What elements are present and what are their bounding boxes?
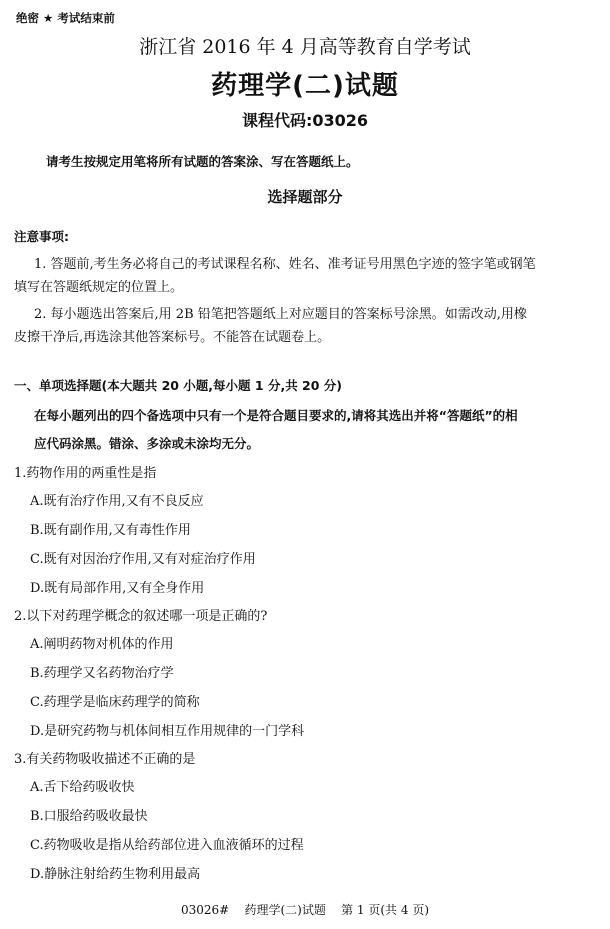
question-3-option-a: A.舌下给药吸收快: [30, 780, 135, 795]
question-2-stem: 2.以下对药理学概念的叙述哪一项是正确的?: [14, 609, 268, 624]
question-3-option-b: B.口服给药吸收最快: [30, 809, 148, 824]
question-3-option-c: C.药物吸收是指从给药部位进入血液循环的过程: [30, 838, 304, 853]
question-1-option-a: A.既有治疗作用,又有不良反应: [30, 494, 204, 509]
question-1-option-c: C.既有对因治疗作用,又有对症治疗作用: [30, 552, 256, 567]
question-2-option-a: A.阐明药物对机体的作用: [30, 637, 174, 652]
part1-heading: 一、单项选择题(本大题共 20 小题,每小题 1 分,共 20 分): [14, 378, 343, 393]
note-item-1-line-2: 填写在答题纸规定的位置上。: [14, 280, 184, 295]
subject-title: 药理学(二)试题: [211, 71, 399, 101]
question-3-stem: 3.有关药物吸收描述不正确的是: [14, 752, 196, 767]
course-code: 课程代码:03026: [241, 111, 369, 130]
question-3-option-d: D.静脉注射给药生物利用最高: [30, 867, 201, 882]
answer-instruction: 请考生按规定用笔将所有试题的答案涂、写在答题纸上。: [46, 154, 359, 169]
question-1-option-d: D.既有局部作用,又有全身作用: [30, 581, 205, 596]
question-1-stem: 1.药物作用的两重性是指: [14, 466, 157, 481]
note-item-2-line-2: 皮擦干净后,再选涂其他答案标号。不能答在试题卷上。: [14, 330, 331, 345]
part1-desc-line-1: 在每小题列出的四个备选项中只有一个是符合题目要求的,请将其选出并将“答题纸”的相: [34, 408, 518, 423]
section-title: 选择题部分: [267, 188, 343, 206]
question-2-option-c: C.药理学是临床药理学的简称: [30, 695, 200, 710]
part1-desc-line-2: 应代码涂黑。错涂、多涂或未涂均无分。: [34, 436, 260, 451]
note-item-2-line-1: 2. 每小题选出答案后,用 2B 铅笔把答题纸上对应题目的答案标号涂黑。如需改动,用橡: [34, 307, 527, 322]
question-1-option-b: B.既有副作用,又有毒性作用: [30, 523, 191, 538]
question-2-option-b: B.药理学又名药物治疗学: [30, 666, 174, 681]
notes-heading: 注意事项:: [14, 229, 69, 244]
exam-title: 浙江省 2016 年 4 月高等教育自学考试: [139, 36, 471, 58]
note-item-1-line-1: 1. 答题前,考生务必将自己的考试课程名称、姓名、准考证号用黑色字迹的签字笔或钢笔: [34, 257, 536, 272]
confidential-mark: 绝密 ★ 考试结束前: [16, 11, 115, 25]
page-footer: 03026# 药理学(二)试题 第 1 页(共 4 页): [181, 903, 429, 917]
question-2-option-d: D.是研究药物与机体间相互作用规律的一门学科: [30, 724, 305, 739]
